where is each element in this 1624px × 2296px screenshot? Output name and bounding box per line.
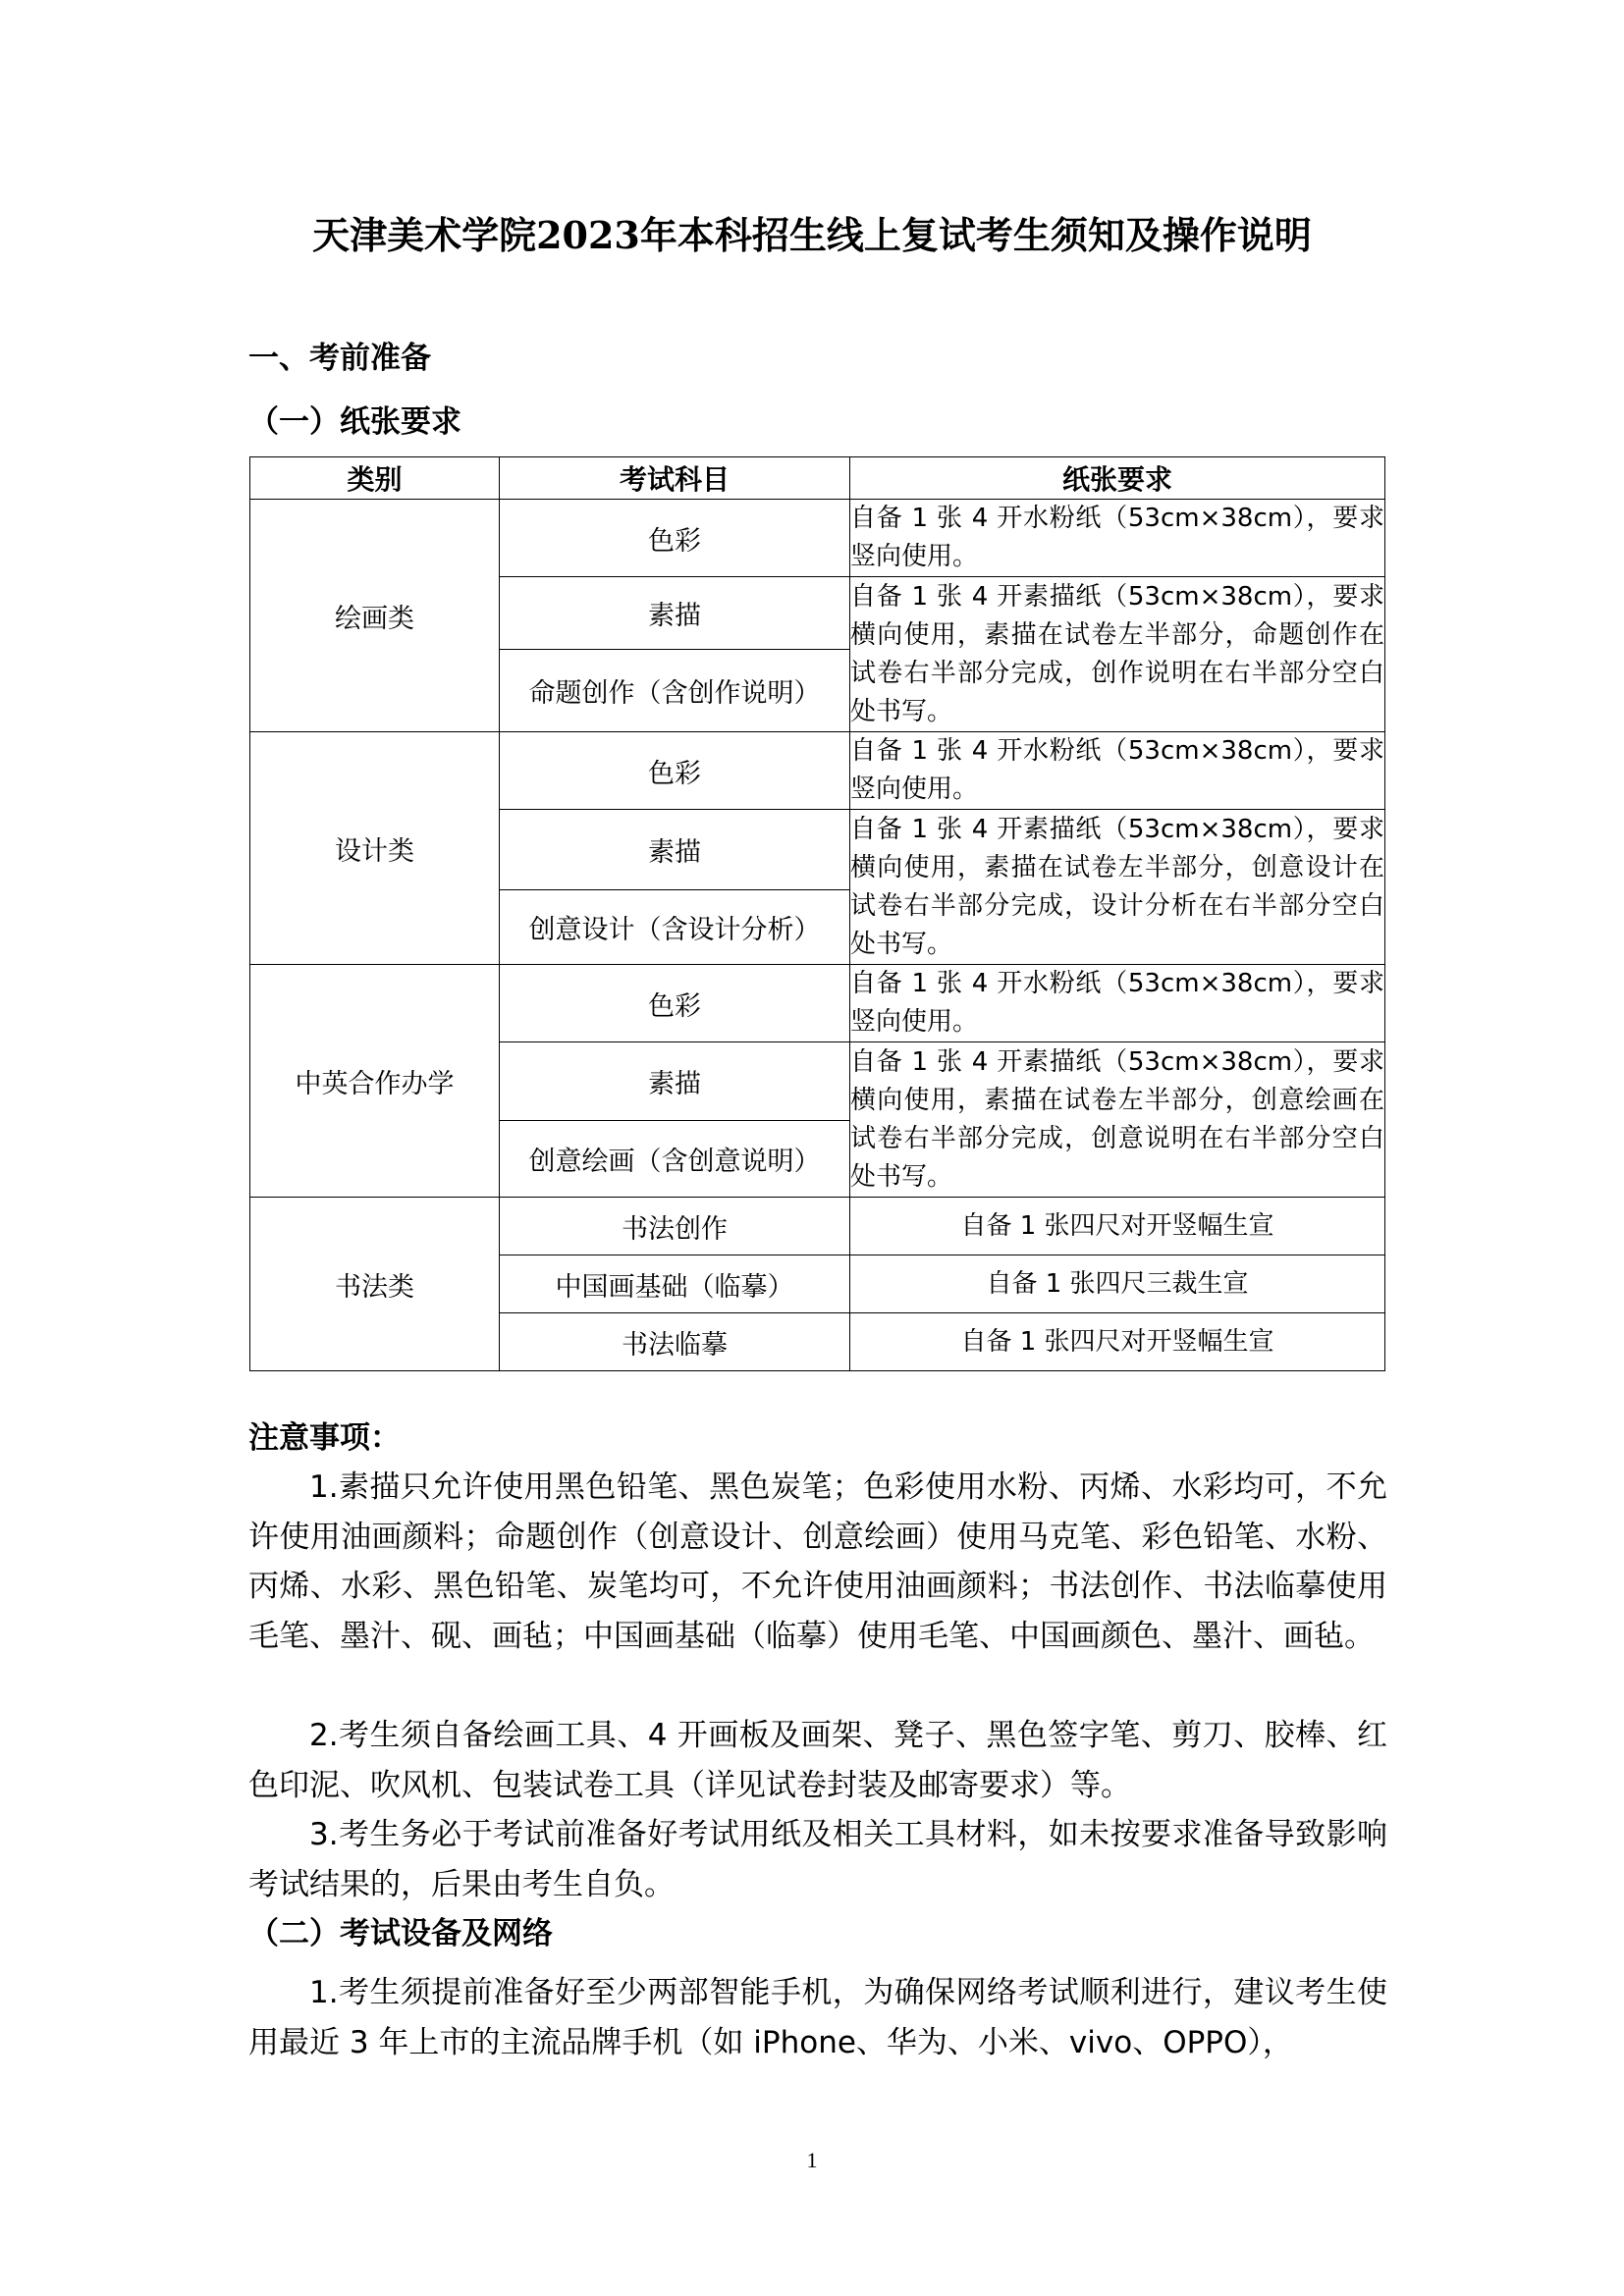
category-cell: 中英合作办学	[250, 965, 500, 1198]
note-paragraph: 1.素描只允许使用黑色铅笔、黑色炭笔；色彩使用水粉、丙烯、水彩均可，不允许使用油画颜料；命题创作（创意设计、创意绘画）使用马克笔、彩色铅笔、水粉、丙烯、水彩、黑色铅笔、炭笔均可，不允许使用油画颜料；书法创作、书法临摹使用毛笔、墨汁、砚、画毡；中国画基础（临摹）使用毛笔、中国画颜色、墨汁、画毡。	[248, 1469, 1387, 1654]
category-cell: 书法类	[250, 1198, 500, 1371]
subject-cell: 命题创作（含创作说明）	[500, 650, 850, 732]
table-row	[250, 500, 1385, 577]
paper-cell: 自备 1 张四尺三裁生宣	[850, 1255, 1385, 1313]
paper-cell: 自备 1 张 4 开水粉纸（53cm×38cm），要求竖向使用。	[850, 500, 1385, 577]
subject-cell: 色彩	[500, 732, 850, 810]
note-paragraph: 3.考生务必于考试前准备好考试用纸及相关工具材料，如未按要求准备导致影响考试结果的，后果由考生自负。	[248, 1817, 1387, 1902]
subject-cell: 色彩	[500, 965, 850, 1042]
paper-cell: 自备 1 张四尺对开竖幅生宣	[850, 1198, 1385, 1255]
subject-cell: 中国画基础（临摹）	[500, 1255, 850, 1313]
note-paragraph: 2.考生须自备绘画工具、4 开画板及画架、凳子、黑色签字笔、剪刀、胶棒、红色印泥、吹风机、包装试卷工具（详见试卷封装及邮寄要求）等。	[248, 1718, 1387, 1803]
header-paper: 纸张要求	[850, 457, 1385, 500]
subject-cell: 素描	[500, 810, 850, 890]
category-cell: 设计类	[250, 732, 500, 965]
subject-cell: 色彩	[500, 500, 850, 577]
paper-cell: 自备 1 张 4 开素描纸（53cm×38cm），要求横向使用，素描在试卷左半部分，命题创作在试卷右半部分完成，创作说明在右半部分空白处书写。	[850, 577, 1385, 732]
document-title: 天津美术学院2023年本科招生线上复试考生须知及操作说明	[312, 213, 1312, 257]
paper-cell: 自备 1 张 4 开素描纸（53cm×38cm），要求横向使用，素描在试卷左半部分，创意绘画在试卷右半部分完成，创意说明在右半部分空白处书写。	[850, 1042, 1385, 1198]
section-heading-preparation: 一、考前准备	[248, 341, 431, 376]
subject-cell: 素描	[500, 577, 850, 650]
subject-cell: 创意设计（含设计分析）	[500, 890, 850, 965]
category-cell: 绘画类	[250, 500, 500, 732]
subject-cell: 创意绘画（含创意说明）	[500, 1121, 850, 1198]
header-subject: 考试科目	[500, 457, 850, 500]
page-number: 1	[806, 2148, 818, 2172]
subject-cell: 书法临摹	[500, 1313, 850, 1371]
table-header-row	[250, 457, 1385, 500]
paper-cell: 自备 1 张 4 开水粉纸（53cm×38cm），要求竖向使用。	[850, 965, 1385, 1042]
paper-cell: 自备 1 张四尺对开竖幅生宣	[850, 1313, 1385, 1371]
notes-heading: 注意事项：	[248, 1420, 401, 1456]
paper-requirements-table	[249, 456, 1385, 1371]
subsection-heading-devices: （二）考试设备及网络	[248, 1916, 553, 1951]
subsection-heading-paper: （一）纸张要求	[248, 404, 461, 440]
table-row	[250, 732, 1385, 810]
paper-cell: 自备 1 张 4 开水粉纸（53cm×38cm），要求竖向使用。	[850, 732, 1385, 810]
header-category: 类别	[250, 457, 500, 500]
paper-cell: 自备 1 张 4 开素描纸（53cm×38cm），要求横向使用，素描在试卷左半部分，创意设计在试卷右半部分完成，设计分析在右半部分空白处书写。	[850, 810, 1385, 965]
table-row	[250, 965, 1385, 1042]
table-row	[250, 1198, 1385, 1255]
subject-cell: 素描	[500, 1042, 850, 1121]
device-paragraph: 1.考生须提前准备好至少两部智能手机，为确保网络考试顺利进行，建议考生使用最近 3 年上市的主流品牌手机（如 iPhone、华为、小米、vivo、OPPO），	[248, 1975, 1387, 2060]
subject-cell: 书法创作	[500, 1198, 850, 1255]
